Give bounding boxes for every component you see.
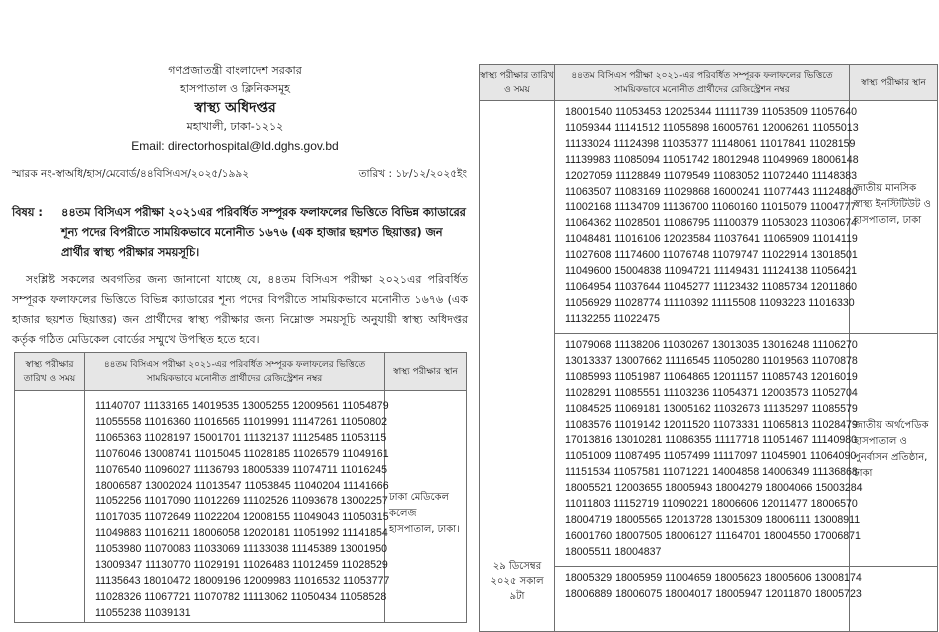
- registration-number-line: 18006889 18006075 18004017 18005947 12011870 18005723: [565, 587, 862, 600]
- registration-number-line: 11076046 13008741 11015045 11028185 11026579 11049161: [95, 447, 389, 460]
- header-exam-place: স্বাস্থ্য পরীক্ষার স্থান: [385, 353, 467, 391]
- registration-number-line: 18005329 18005959 11004659 18005623 18005606 13008174: [565, 572, 862, 584]
- registration-number-line: 11053980 11070083 11033069 11133038 11145389 13001950: [95, 543, 388, 556]
- registration-number-line: 11076540 11096027 11136793 18005339 11074711 11016245: [95, 463, 388, 476]
- registration-number-line: 11028326 11067721 11070782 11113062 11050434 11058528: [95, 590, 387, 603]
- registration-number-line: 11083576 11019142 12011520 11073331 11065813 11028479: [565, 418, 858, 431]
- registration-number-line: 11132255 11022475: [565, 312, 660, 325]
- registration-number-line: 11049600 15004838 11094721 11149431 11124138 11056421: [565, 265, 858, 278]
- registration-number-line: 11027608 11174600 11076748 11079747 11022914 13018501: [565, 249, 858, 262]
- registration-number-line: 11139983 11085094 11051742 18012948 11049969 18006148: [565, 153, 859, 166]
- schedule-table-right: [479, 64, 938, 632]
- registration-numbers-cell: [555, 334, 863, 567]
- exam-place-text: ঢাকা মেডিকেল কলেজ হাসপাতাল, ঢাকা।: [389, 492, 460, 535]
- exam-place-text: জাতীয় মানসিক স্বাস্থ্য ইনস্টিটিউট ও হাসপাতাল, ঢাকা: [854, 183, 931, 226]
- registration-number-line: 11049883 11016211 18006058 12020181 11051992 11141854: [95, 527, 388, 540]
- registration-number-line: 11028291 11085551 11103236 11054371 12003573 11052704: [565, 386, 858, 399]
- body-paragraph: সংশ্লিষ্ট সকলের অবগতির জন্য জানানো যাচ্ছে যে, ৪৪তম বিসিএস পরীক্ষা ২০২১এর পরিবর্ধিত সম্পূরক ফলাফলের ভিত্তিতে বিভিন্ন ক্যাডারের শূন্য পদের বিপরীতে সাময়িকভাবে মনোনীত ১৬৭৬ (এক হাজার ছয়শত ছিয়াত্তর) জন প্রার্থীদের স্বাস্থ্য পরীক্ষার জন্য নিম্নোক্ত সময়সূচি অনুযায়ী স্বাস্থ্য অধিদপ্তর কর্তৃক গঠিত মেডিকেল বোর্ডের সম্মুখে উপস্থিত হতে হবে।: [12, 273, 468, 346]
- department-name: হাসপাতাল ও ক্লিনিকসমূহ: [180, 82, 290, 95]
- directorate-title: স্বাস্থ্য অধিদপ্তর: [194, 100, 276, 116]
- registration-number-line: 18004719 18005565 12013728 13015309 18006111 13008911: [565, 513, 861, 526]
- registration-numbers-cell: [555, 101, 859, 334]
- registration-number-line: 11140707 11133165 14019535 13005255 12009561 11054879: [95, 400, 389, 412]
- subject-label: বিষয় :: [12, 206, 43, 219]
- registration-number-line: 11084525 11069181 13005162 11032673 11135297 11085579: [565, 402, 858, 415]
- subject: [12, 203, 468, 263]
- registration-number-line: 11064954 11037644 11045277 11123432 11085734 12011860: [565, 280, 858, 293]
- registration-number-line: 11051009 11087495 11057499 11117097 11045901 11064090: [565, 450, 857, 463]
- exam-place-cell: [850, 101, 938, 334]
- schedule-table-left: [14, 352, 467, 623]
- header-exam-place: স্বাস্থ্য পরীক্ষার স্থান: [850, 65, 938, 101]
- registration-number-line: 11055558 11016360 11016565 11019991 11147261 11050802: [95, 415, 388, 428]
- header-date-time: স্বাস্থ্য পরীক্ষার তারিখ ও সময়: [480, 65, 555, 101]
- registration-number-line: 11151534 11057581 11071221 14004858 14006349 11136868: [565, 466, 858, 479]
- registration-number-line: 11048481 11016106 12023584 11037641 11065909 11014119: [565, 233, 858, 246]
- email-address: Email: directorhospital@ld.dghs.gov.bd: [131, 139, 339, 153]
- registration-number-line: 11063507 11083169 11029868 16000241 11077443 11124880: [565, 185, 858, 198]
- registration-number-line: 18005521 12003655 18005943 18004279 18004066 15003284: [565, 482, 863, 495]
- registration-number-line: 11011803 11152719 11090221 18006606 12011477 18006570: [565, 498, 858, 511]
- exam-place-cell: [850, 567, 938, 632]
- exam-date-time: ২৯ ডিসেম্বর ২০২৫ সকাল ৯টা: [490, 561, 544, 602]
- registration-number-line: 18006587 13002024 11013547 11053845 11040204 11141666: [95, 479, 389, 492]
- exam-place-cell: [850, 334, 938, 567]
- table-row: [15, 391, 467, 623]
- government-name: গণপ্রজাতন্ত্রী বাংলাদেশ সরকার: [168, 64, 302, 77]
- registration-number-line: 18001540 11053453 12025344 11111739 11053509 11057640: [565, 106, 858, 118]
- header-registration-numbers: ৪৪তম বিসিএস পরীক্ষা ২০২১-এর পরিবর্ধিত সম্পূরক ফলাফলের ভিত্তিতে সাময়িকভাবে মনোনীত প্রার্থীদের রেজিস্ট্রেশন নম্বর: [85, 353, 385, 391]
- memo-date: তারিখ : ১৮/১২/২০২৫ইং: [358, 168, 467, 180]
- registration-number-line: 13013337 13007662 11116545 11050280 11019563 11070878: [565, 354, 858, 367]
- registration-number-line: 11133024 11124398 11035377 11148061 11017841 11028159: [565, 137, 856, 150]
- header-registration-numbers: ৪৪তম বিসিএস পরীক্ষা ২০২১-এর পরিবর্ধিত সম্পূরক ফলাফলের ভিত্তিতে সাময়িকভাবে মনোনীত প্রার্থীদের রেজিস্ট্রেশন নম্বর: [555, 65, 850, 101]
- exam-place-text: জাতীয় অর্থপেডিক হাসপাতাল ও পুনর্বাসন প্রতিষ্ঠান, ঢাকা: [854, 420, 929, 479]
- registration-number-line: 11065363 11028197 15001701 11132137 11125485 11053115: [95, 431, 387, 444]
- registration-number-line: 11059344 11141512 11055898 16005761 12006261 11055013: [565, 121, 859, 134]
- address: মহাখালী, ঢাকা-১২১২: [186, 120, 284, 133]
- registration-number-line: 11002168 11134709 11136700 11060160 11015079 11004777: [565, 201, 857, 214]
- registration-number-line: 12027059 11128849 11079549 11083052 11072440 11148383: [565, 169, 858, 182]
- registration-number-line: 11085993 11051987 11064865 12011157 11085743 12016019: [565, 370, 858, 383]
- registration-number-line: 16001760 18007505 18006127 11164701 18004550 17006871: [565, 529, 861, 542]
- registration-number-line: 13009347 11130770 11029191 11026483 11012459 11028529: [95, 559, 388, 572]
- registration-number-line: 18005511 18004837: [565, 545, 662, 558]
- subject-text: ৪৪তম বিসিএস পরীক্ষা ২০২১এর পরিবর্ধিত সম্পূরক ফলাফলের ভিত্তিতে বিভিন্ন ক্যাডারের শূন্য পদের বিপরীতে সাময়িকভাবে মনোনীত ১৬৭৬ (এক হাজার ছয়শত ছিয়াত্তর) জন প্রার্থীর স্বাস্থ্য পরীক্ষার সময়সূচি।: [61, 206, 466, 259]
- registration-number-line: 11056929 11028774 11110392 11115508 11093223 11016330: [565, 296, 855, 309]
- registration-number-line: 11079068 11138206 11030267 13013035 13016248 11106270: [565, 339, 858, 351]
- registration-numbers-cell: [85, 391, 390, 623]
- registration-number-line: 11064362 11028501 11086795 11100379 11053023 11030674: [565, 217, 858, 230]
- document-page-left: [0, 0, 470, 619]
- document-page-right: [472, 0, 939, 602]
- registration-number-line: 11017035 11072649 11022204 12008155 11049043 11050315: [95, 511, 389, 524]
- registration-numbers-cell: [555, 567, 862, 632]
- letterhead: [0, 62, 470, 156]
- registration-number-line: 11055238 11039131: [95, 606, 191, 619]
- date-cell: [15, 391, 85, 623]
- registration-number-line: 11135643 18010472 18009196 12009983 11016532 11053777: [95, 574, 390, 587]
- table-row: [480, 101, 938, 334]
- date-cell: [480, 101, 555, 632]
- exam-place-cell: [385, 391, 467, 623]
- memo-number: স্মারক নং-স্বাঅধি/হাস/মেবোর্ড/৪৪বিসিএস/২০২৫/১৯৯২: [12, 168, 250, 180]
- registration-number-line: 11052256 11017090 11012269 11102526 11093678 13002257: [95, 495, 388, 508]
- header-date-time: স্বাস্থ্য পরীক্ষার তারিখ ও সময়: [15, 353, 85, 391]
- registration-number-line: 17013816 13010281 11086355 11117718 11051467 11140980: [565, 434, 858, 447]
